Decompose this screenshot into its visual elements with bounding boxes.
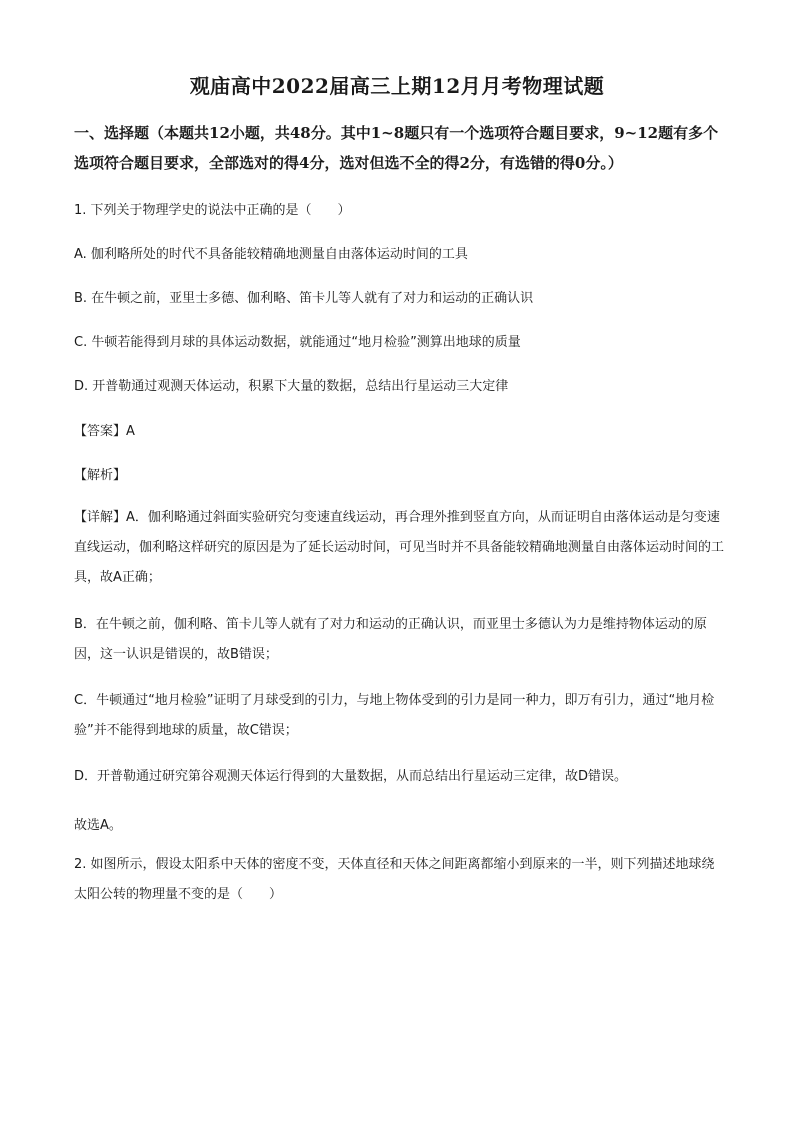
detail-option-b: B．在牛顿之前，伽利略、笛卡儿等人就有了对力和运动的正确认识，而亚里士多德认为力是维持物体运动的原因，这一认识是错误的，故B错误； bbox=[74, 617, 707, 662]
question-2-stem: 2. 如图所示，假设太阳系中天体的密度不变，天体直径和天体之间距离都缩小到原来的一半，则下列描述地球绕太阳公转的物理量不变的是（ ） bbox=[74, 857, 715, 902]
detail-option-a: 【详解】A．伽利略通过斜面实验研究匀变速直线运动，再合理外推到竖直方向，从而证明自由落体运动是匀变速直线运动，伽利略这样研究的原因是为了延长运动时间，可见当时并不具备能较精确地测量自由落体运动时间的工具，故A正确； bbox=[74, 510, 725, 585]
question-1-stem: 1. 下列关于物理学史的说法中正确的是（ ） bbox=[74, 203, 351, 218]
document-title: 观庙高中2022届高三上期12月月考物理试题 bbox=[189, 74, 605, 98]
section-header: 一、选择题（本题共12小题，共48分。其中1~8题只有一个选项符合题目要求，9~12题有多个选项符合题目要求，全部选对的得4分，选对但选不全的得2分，有选错的得0分。） bbox=[74, 124, 719, 172]
detail-option-c: C．牛顿通过“地月检验”证明了月球受到的引力，与地上物体受到的引力是同一种力，即万有引力，通过“地月检验”并不能得到地球的质量，故C错误； bbox=[74, 693, 715, 738]
question-1-option-d: D. 开普勒通过观测天体运动，积累下大量的数据，总结出行星运动三大定律 bbox=[74, 379, 509, 394]
conclusion: 故选A。 bbox=[74, 818, 122, 833]
question-1-option-c: C. 牛顿若能得到月球的具体运动数据，就能通过“地月检验”测算出地球的质量 bbox=[74, 335, 521, 350]
answer-label: 【答案】A bbox=[74, 424, 135, 439]
question-1-option-a: A. 伽利略所处的时代不具备能较精确地测量自由落体运动时间的工具 bbox=[74, 247, 468, 262]
analysis-label: 【解析】 bbox=[74, 468, 127, 483]
detail-option-d: D．开普勒通过研究第谷观测天体运行得到的大量数据，从而总结出行星运动三定律，故D错误。 bbox=[74, 769, 628, 784]
question-1-option-b: B. 在牛顿之前，亚里士多德、伽利略、笛卡儿等人就有了对力和运动的正确认识 bbox=[74, 291, 534, 306]
